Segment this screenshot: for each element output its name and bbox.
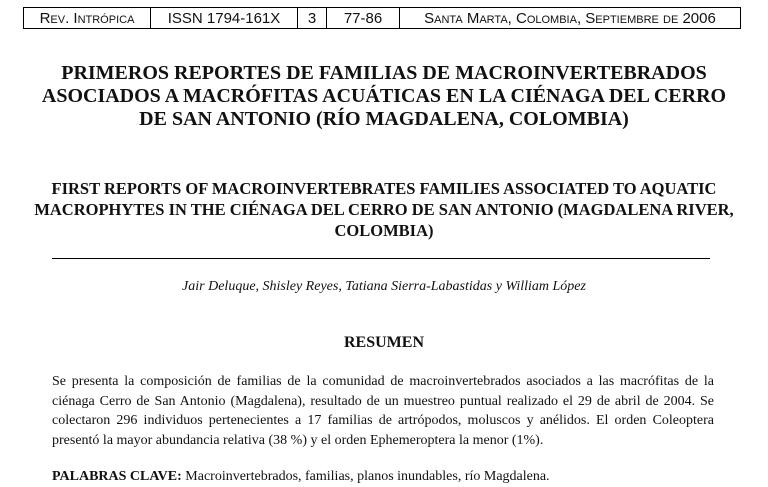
keywords (52, 467, 714, 486)
title-english: FIRST REPORTS OF MACROINVERTEBRATES FAMILIES ASSOCIATED TO AQUATIC MACROPHYTES IN THE CIÉNAGA DEL CERRO DE SAN ANTONIO (MAGDALENA RIVER, COLOMBIA) (34, 179, 734, 240)
journal-name: Rev. Intrópica (39, 9, 135, 27)
page-range: 77-86 (326, 8, 399, 28)
place-date: Santa Marta, Colombia, Septiembre de 2006 (399, 8, 740, 28)
divider (52, 258, 710, 259)
abstract-heading: RESUMEN (343, 334, 424, 351)
keywords-text: Macroinvertebrados, familias, planos inundables, río Magdalena. (185, 469, 550, 484)
abstract-text: Se presenta la composición de familias de la comunidad de macroinvertebrados asociados a las macrófitas de la ciénaga Cerro de San Antonio (Magdalena), resultado de un muestreo puntual realizado el 29 de abril de 2004. Se colectaron 296 individuos pertenecientes a 17 familias de artrópodos, moluscos y anélidos. El orden Coleoptera presentó la mayor abundancia relativa (38 %) y el orden Ephemeroptera la menor (1%). (52, 374, 714, 448)
authors: Jair Deluque, Shisley Reyes, Tatiana Sierra-Labastidas y William López (182, 279, 586, 294)
keywords-label: PALABRAS CLAVE: (52, 469, 182, 484)
journal-header (23, 7, 741, 29)
volume: 3 (297, 8, 326, 28)
issn: ISSN 1794-161X (150, 8, 297, 28)
title-spanish: PRIMEROS REPORTES DE FAMILIAS DE MACROINVERTEBRADOS ASOCIADOS A MACRÓFITAS ACUÁTICAS EN LA CIÉNAGA DEL CERRO DE SAN ANTONIO (RÍO MAGDALENA, COLOMBIA) (41, 62, 727, 130)
